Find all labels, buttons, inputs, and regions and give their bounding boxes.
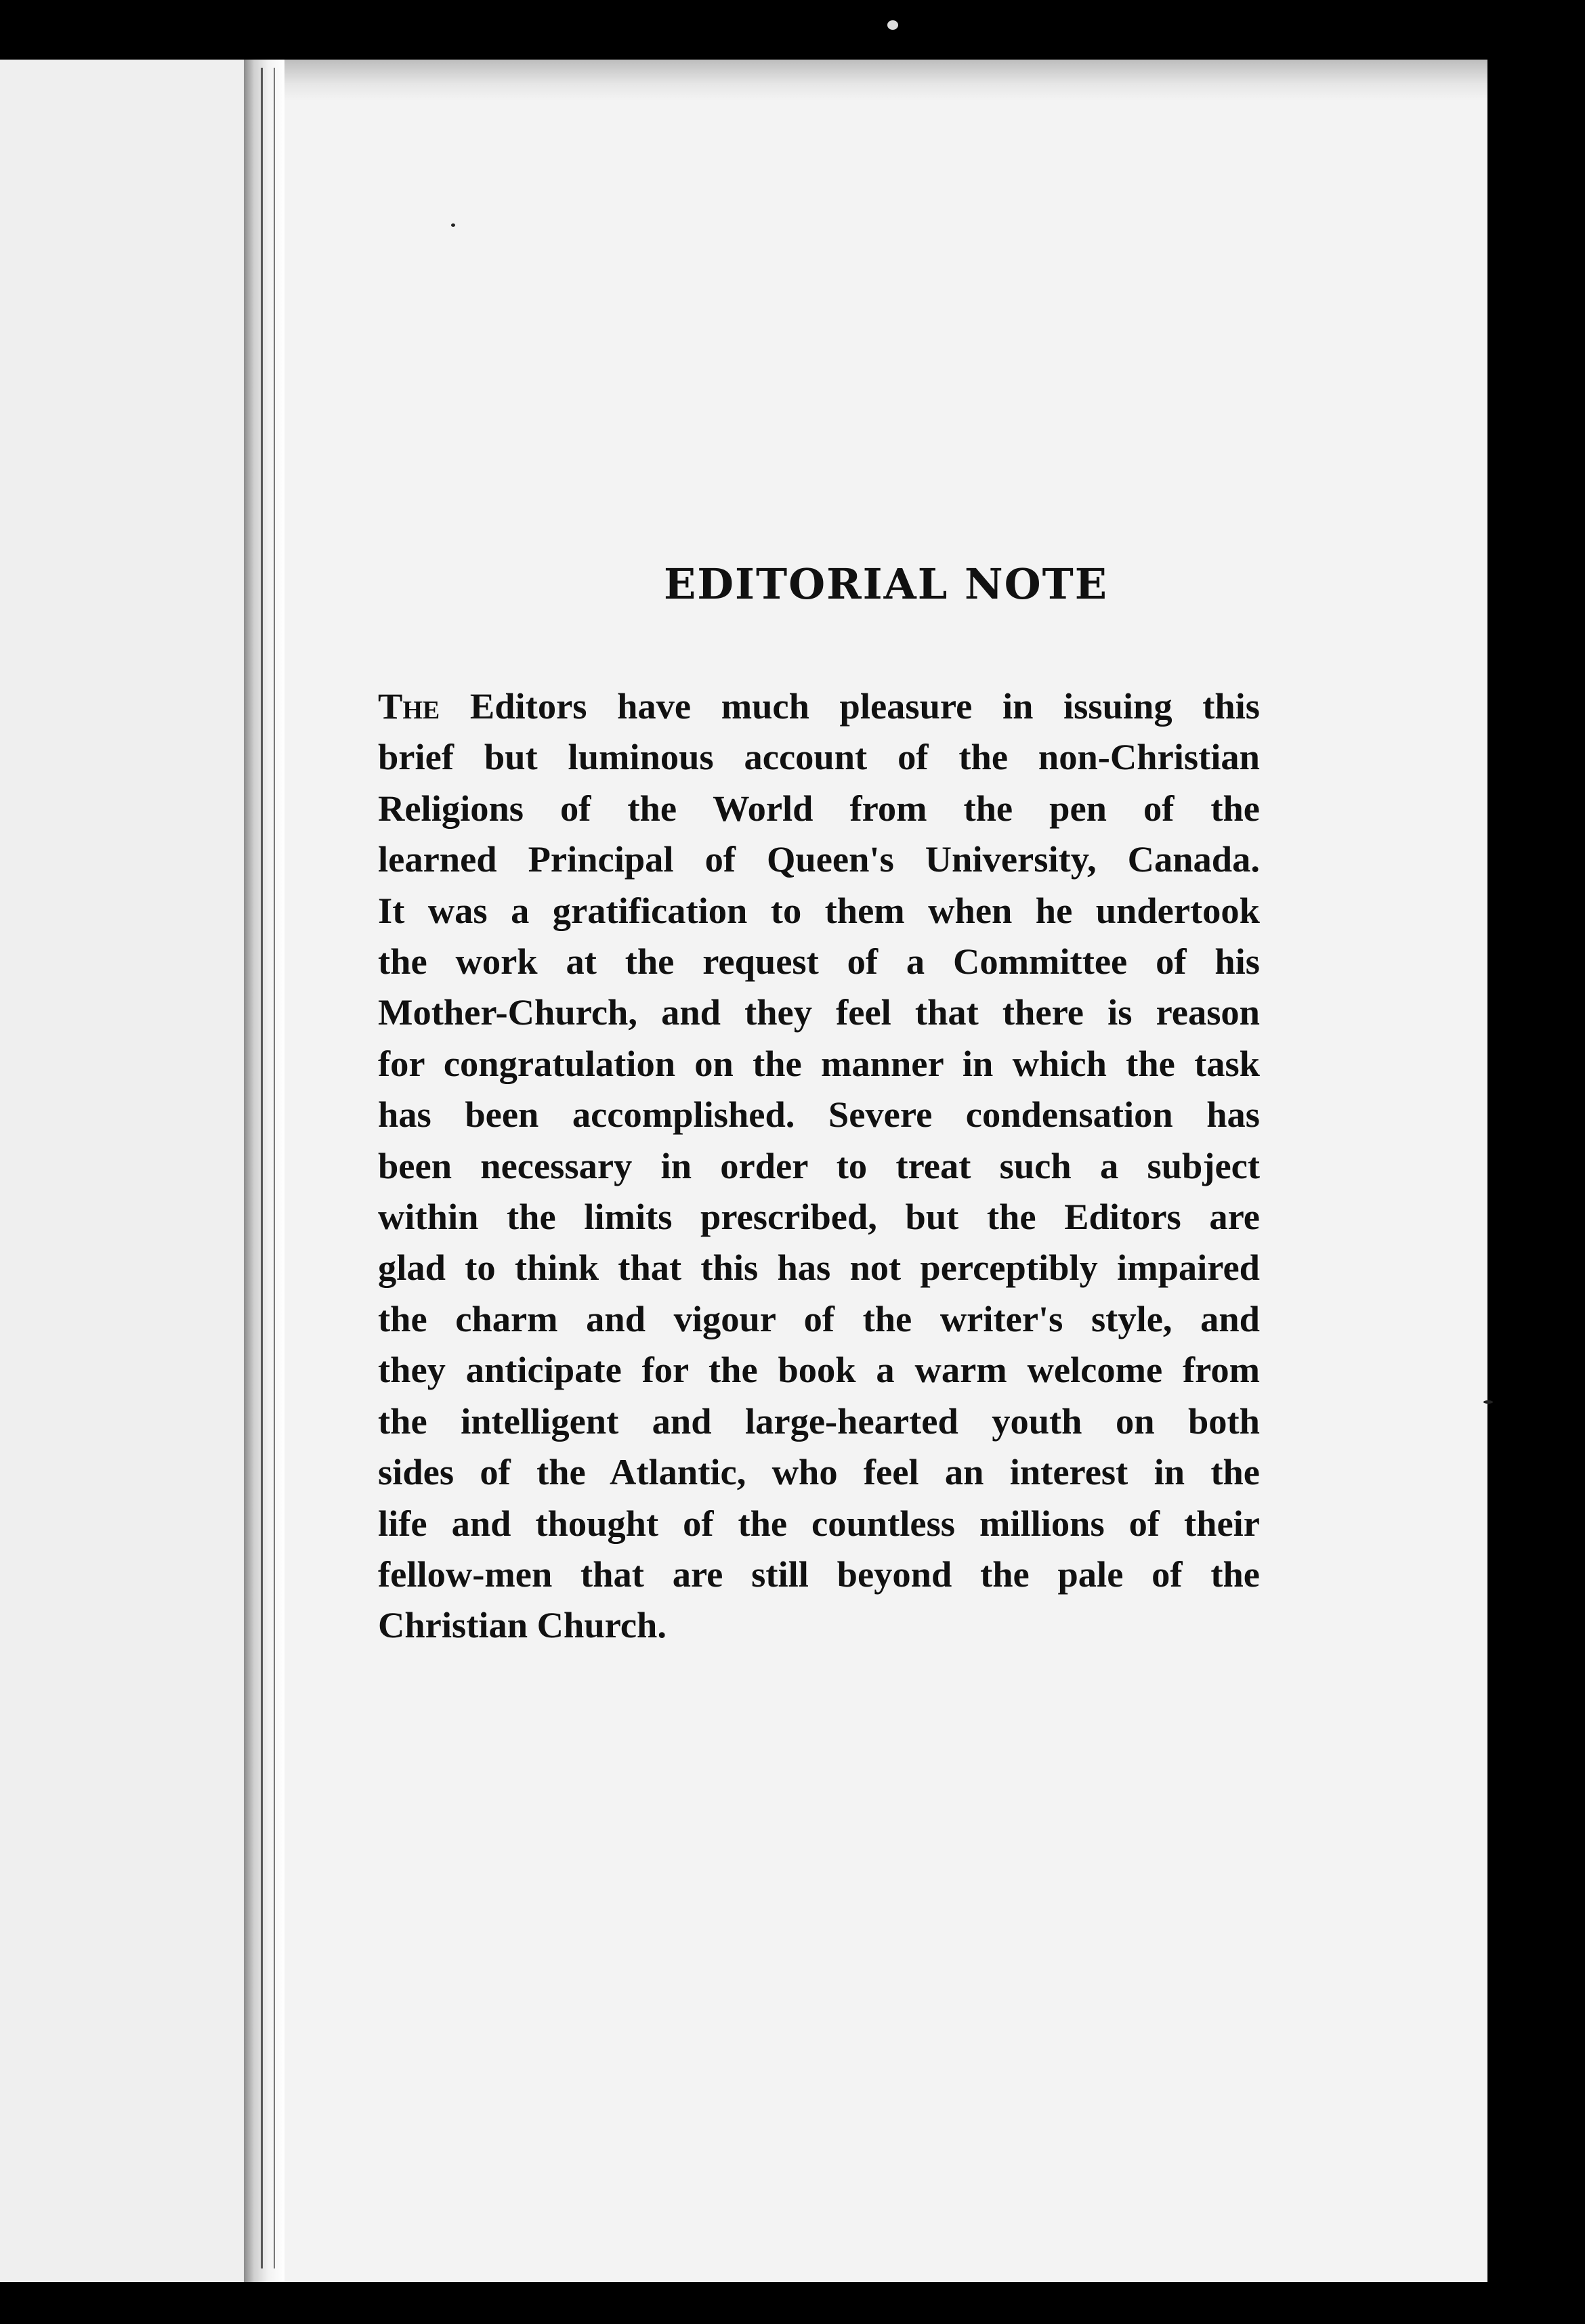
scan-speck	[887, 20, 898, 30]
text-line: been necessary in order to treat such a subject	[378, 1144, 1260, 1186]
text-line: fellow-men that are still beyond the pale of the	[378, 1553, 1260, 1595]
text-line: the charm and vigour of the writer's style, and	[378, 1297, 1260, 1339]
left-page	[0, 60, 246, 2282]
text-line: glad to think that this has not perceptibly impaired	[378, 1247, 1260, 1289]
text-line: Mother-Church, and they feel that there is reason	[378, 991, 1260, 1033]
page-top-edge	[284, 60, 1487, 100]
drop-word: The	[378, 685, 440, 727]
text-line: the intelligent and large-hearted youth on both	[378, 1400, 1260, 1442]
text-line: for congratulation on the manner in which the task	[378, 1042, 1260, 1084]
text-line: sides of the Atlantic, who feel an interest in the	[378, 1451, 1260, 1493]
scan-speck	[1483, 1400, 1493, 1404]
text-line: Christian Church.	[378, 1604, 667, 1646]
text-line: It was a gratification to them when he undertook	[378, 889, 1260, 931]
text-line: learned Principal of Queen's University, Canada.	[378, 838, 1260, 880]
book-gutter	[244, 60, 284, 2282]
scan-border-bottom	[0, 2282, 1585, 2324]
scan-speck	[451, 223, 455, 227]
editorial-paragraph	[378, 681, 1260, 1651]
page-title: EDITORIAL NOTE	[663, 559, 1109, 609]
text-line: they anticipate for the book a warm welcome from	[378, 1349, 1260, 1391]
scan-border-top	[0, 0, 1585, 60]
text-line: within the limits prescribed, but the Editors are	[378, 1196, 1260, 1238]
gutter-line	[274, 68, 275, 2268]
scan-border-right	[1487, 0, 1585, 2324]
text-line: life and thought of the countless millions of their	[378, 1502, 1260, 1544]
text-line-rest: Editors have much pleasure in issuing this	[440, 685, 1260, 727]
text-line	[378, 681, 1260, 731]
text-line: the work at the request of a Committee of his	[378, 941, 1260, 983]
gutter-line	[261, 68, 263, 2268]
text-line: has been accomplished. Severe condensation has	[378, 1094, 1260, 1136]
text-line: Religions of the World from the pen of the	[378, 787, 1260, 829]
text-line: brief but luminous account of the non-Christian	[378, 736, 1260, 778]
